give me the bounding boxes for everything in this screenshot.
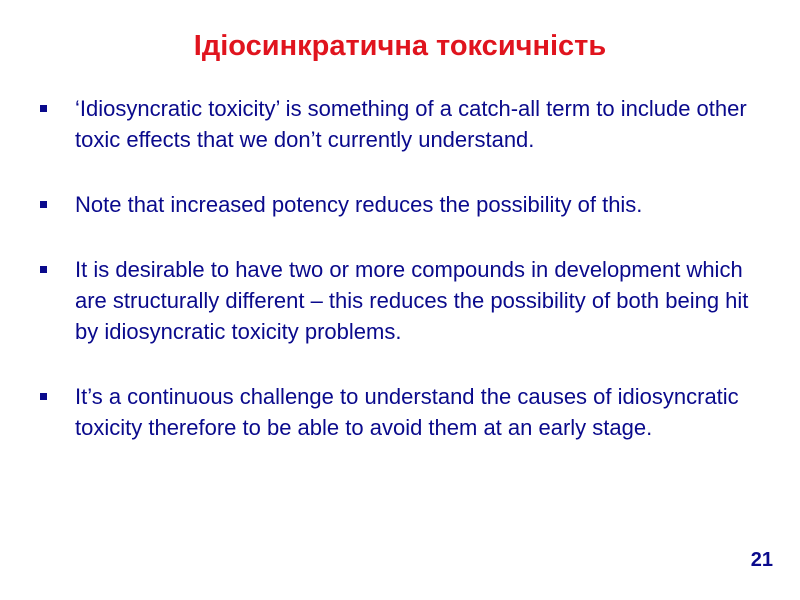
bullet-text: Note that increased potency reduces the possibility of this. [75, 192, 643, 217]
square-bullet-icon [40, 393, 47, 400]
bullet-item [40, 381, 770, 443]
bullet-item [40, 93, 770, 155]
square-bullet-icon [40, 105, 47, 112]
bullet-item [40, 254, 770, 347]
bullet-text: It’s a continuous challenge to understand the causes of idiosyncratic toxicity therefore to be able to avoid them at an early stage. [75, 384, 739, 440]
slide-title: Ідіосинкратична токсичність [193, 30, 607, 62]
bullet-item [40, 189, 770, 220]
bullet-list [40, 93, 770, 443]
bullet-text: ‘Idiosyncratic toxicity’ is something of a catch-all term to include other toxic effects that we don’t currently understand. [75, 96, 747, 152]
square-bullet-icon [40, 266, 47, 273]
slide-number: 21 [750, 549, 773, 571]
square-bullet-icon [40, 201, 47, 208]
bullet-text: It is desirable to have two or more compounds in development which are structurally different – this reduces the possibility of both being hit by idiosyncratic toxicity problems. [75, 257, 749, 344]
